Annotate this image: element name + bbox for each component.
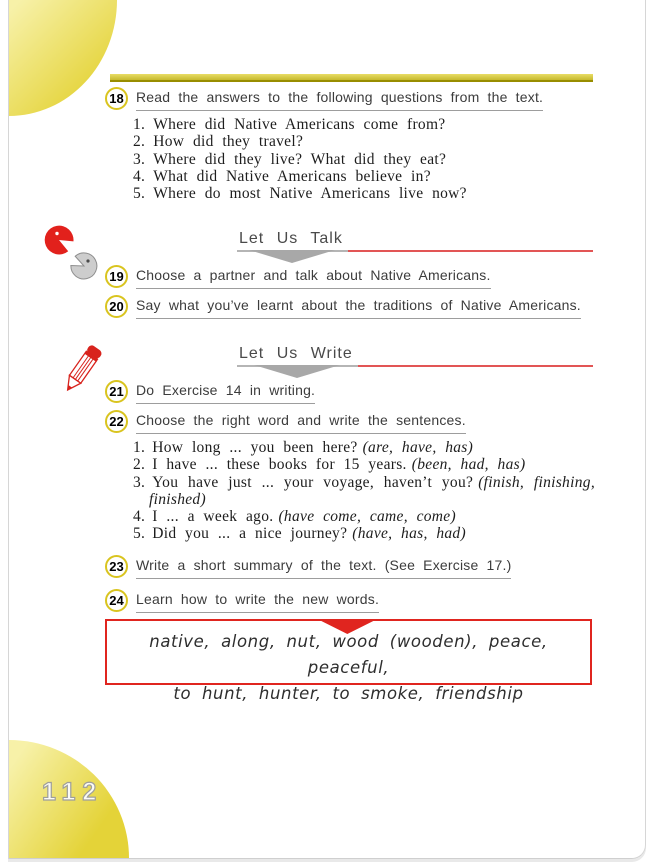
sentence-item	[133, 525, 595, 542]
section-title-wrap	[237, 230, 348, 252]
exercise-23-number-badge: 23	[105, 555, 128, 578]
new-words-line-2: to hunt, hunter, to smoke, friendship	[173, 684, 524, 703]
sentence-item	[133, 456, 595, 473]
exercise-20-instruction: Say what you’ve learnt about the traditions of Native Americans.	[136, 297, 581, 319]
question-number: 4.	[133, 167, 146, 185]
red-arrow-down-icon	[319, 620, 375, 634]
sentence-options: (finish, finishing, finished)	[149, 473, 595, 508]
question-text: How did they travel?	[153, 133, 304, 151]
sentence-text: How long ... you been here?	[152, 439, 358, 456]
exercise-18	[105, 88, 594, 111]
pencil-icon	[56, 340, 106, 400]
exercise-22-number-badge: 22	[105, 410, 128, 433]
section-title-write: Let Us Write	[239, 345, 353, 362]
exercise-18-question-list	[133, 116, 595, 202]
sentence-options: (been, had, has)	[411, 456, 526, 474]
arrow-down-icon	[249, 250, 335, 263]
question-item	[133, 185, 595, 202]
sentence-number: 3.	[133, 473, 146, 491]
question-item	[133, 151, 595, 168]
question-item	[133, 133, 595, 150]
exercise-22-sentence-list	[133, 439, 595, 543]
question-number: 2.	[133, 133, 146, 151]
exercise-21-number-badge: 21	[105, 380, 128, 403]
arrow-down-icon	[254, 365, 340, 378]
sentence-number: 2.	[133, 456, 146, 474]
exercise-23	[105, 556, 594, 579]
exercise-19	[105, 266, 594, 289]
question-text: Where did they live? What did they eat?	[153, 150, 447, 168]
exercise-24-number-badge: 24	[105, 589, 128, 612]
exercise-20-number-badge: 20	[105, 295, 128, 318]
sentence-item	[133, 439, 595, 456]
exercise-18-instruction: Read the answers to the following questions from the text.	[136, 89, 543, 111]
sentence-text: You have just ... your voyage, haven’t you?	[152, 473, 474, 491]
sentence-text: Did you ... a nice journey?	[152, 525, 348, 543]
exercise-24-instruction: Learn how to write the new words.	[136, 591, 379, 613]
section-title-talk: Let Us Talk	[239, 230, 343, 247]
section-red-rule	[358, 365, 593, 367]
page-number: 112	[42, 778, 104, 806]
sentence-item	[133, 474, 595, 509]
sentence-options: (have, has, had)	[352, 525, 466, 543]
section-red-rule	[348, 250, 593, 252]
exercise-24	[105, 590, 594, 613]
exercise-19-number-badge: 19	[105, 265, 128, 288]
question-text: What did Native Americans believe in?	[153, 167, 431, 185]
sentence-number: 1.	[133, 439, 146, 456]
sentence-options: (are, have, has)	[362, 439, 474, 456]
section-let-us-write	[237, 345, 593, 367]
sentence-options: (have come, came, come)	[278, 508, 456, 526]
exercise-23-instruction: Write a short summary of the text. (See Exercise 17.)	[136, 557, 511, 579]
sentence-text: I have ... these books for 15 years.	[152, 456, 407, 474]
top-rule-bar	[110, 74, 593, 82]
new-words-line-1: native, along, nut, wood (wooden), peace, peaceful,	[149, 632, 548, 677]
exercise-19-instruction: Choose a partner and talk about Native Americans.	[136, 267, 491, 289]
exercise-21-instruction: Do Exercise 14 in writing.	[136, 382, 315, 404]
section-title-wrap	[237, 345, 358, 367]
gray-face-eye	[86, 259, 89, 262]
red-face-eye	[55, 232, 58, 235]
exercise-22	[105, 411, 594, 434]
question-number: 3.	[133, 150, 146, 168]
exercise-22-instruction: Choose the right word and write the sentences.	[136, 412, 466, 434]
question-number: 1.	[133, 116, 146, 133]
exercise-18-number-badge: 18	[105, 87, 128, 110]
question-number: 5.	[133, 185, 146, 203]
question-text: Where did Native Americans come from?	[153, 116, 446, 133]
exercise-20	[105, 296, 594, 319]
two-talking-faces-icon	[42, 224, 104, 282]
sentence-text: I ... a week ago.	[152, 508, 274, 526]
section-let-us-talk	[237, 230, 593, 252]
new-words-box	[105, 619, 592, 703]
question-item	[133, 168, 595, 185]
sentence-number: 4.	[133, 508, 146, 526]
question-item	[133, 116, 595, 133]
exercise-21	[105, 381, 594, 404]
sentence-item	[133, 508, 595, 525]
question-text: Where do most Native Americans live now?	[153, 185, 467, 203]
sentence-number: 5.	[133, 525, 146, 543]
